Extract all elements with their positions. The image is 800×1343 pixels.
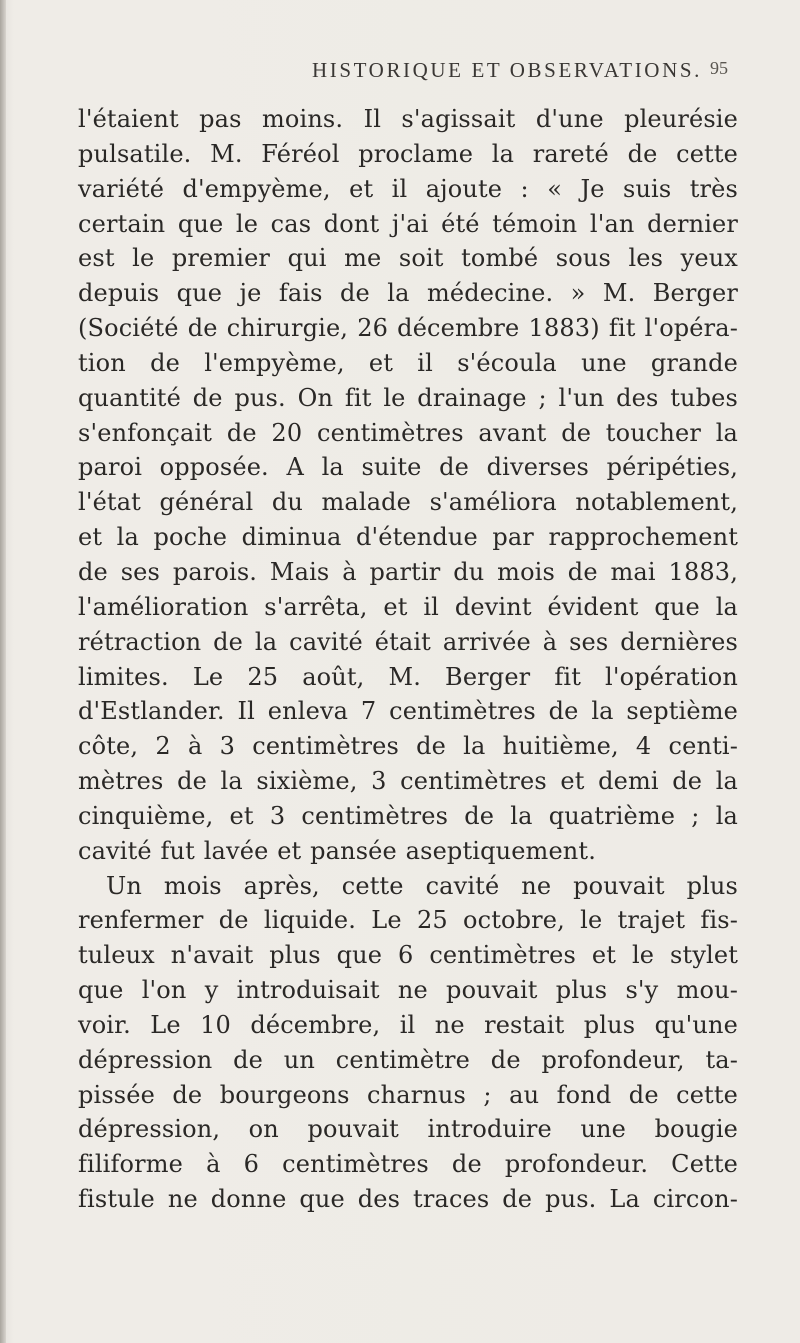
text-line: paroi opposée. A la suite de diverses péripéties, (78, 453, 738, 482)
body-text (78, 102, 738, 1217)
page-spine-shadow (0, 0, 6, 1343)
text-line: côte, 2 à 3 centimètres de la huitième, 4 centi- (78, 732, 738, 761)
text-line: quantité de pus. On fit le drainage ; l'un des tubes (78, 383, 738, 412)
text-line: filiforme à 6 centimètres de profondeur. Cette (78, 1150, 738, 1179)
text-line: cinquième, et 3 centimètres de la quatrième ; la (78, 801, 738, 830)
text-line: tion de l'empyème, et il s'écoula une grande (78, 348, 738, 377)
text-line: mètres de la sixième, 3 centimètres et demi de la (78, 767, 738, 796)
page-header (0, 58, 800, 88)
text-line: variété d'empyème, et il ajoute : « Je suis très (78, 174, 738, 203)
text-line: de ses parois. Mais à partir du mois de mai 1883, (78, 557, 738, 586)
text-line: certain que le cas dont j'ai été témoin l'an dernier (78, 209, 738, 238)
text-line: cavité fut lavée et pansée aseptiquement. (78, 836, 596, 865)
text-line: pissée de bourgeons charnus ; au fond de cette (78, 1080, 738, 1109)
page-number: 95 (710, 58, 728, 78)
text-line: l'amélioration s'arrêta, et il devint évident que la (78, 592, 738, 621)
text-line: tuleux n'avait plus que 6 centimètres et le stylet (78, 941, 738, 970)
text-line: dépression, on pouvait introduire une bougie (78, 1115, 738, 1144)
text-line: l'état général du malade s'améliora notablement, (78, 488, 738, 517)
text-line: et la poche diminua d'étendue par rapprochement (78, 523, 738, 552)
text-line: d'Estlander. Il enleva 7 centimètres de la septième (78, 697, 738, 726)
text-line: rétraction de la cavité était arrivée à ses dernières (78, 627, 738, 656)
text-line-paragraph-start: Un mois après, cette cavité ne pouvait plus (106, 871, 738, 900)
text-line: fistule ne donne que des traces de pus. La circon- (78, 1185, 738, 1214)
text-line: depuis que je fais de la médecine. » M. Berger (78, 279, 738, 308)
text-line: est le premier qui me soit tombé sous les yeux (78, 244, 738, 273)
text-line: renfermer de liquide. Le 25 octobre, le trajet fis- (78, 906, 738, 935)
text-line: limites. Le 25 août, M. Berger fit l'opération (78, 662, 738, 691)
text-line: que l'on y introduisait ne pouvait plus s'y mou- (78, 976, 738, 1005)
text-line: voir. Le 10 décembre, il ne restait plus qu'une (78, 1010, 738, 1039)
text-line: dépression de un centimètre de profondeur, ta- (78, 1045, 738, 1074)
text-line: l'étaient pas moins. Il s'agissait d'une pleurésie (78, 105, 738, 133)
text-line: pulsatile. M. Féréol proclame la rareté de cette (78, 139, 738, 168)
text-line: (Société de chirurgie, 26 décembre 1883) fit l'opéra- (78, 314, 738, 343)
text-line: s'enfonçait de 20 centimètres avant de toucher la (78, 418, 738, 447)
running-head: HISTORIQUE ET OBSERVATIONS. (312, 58, 702, 82)
